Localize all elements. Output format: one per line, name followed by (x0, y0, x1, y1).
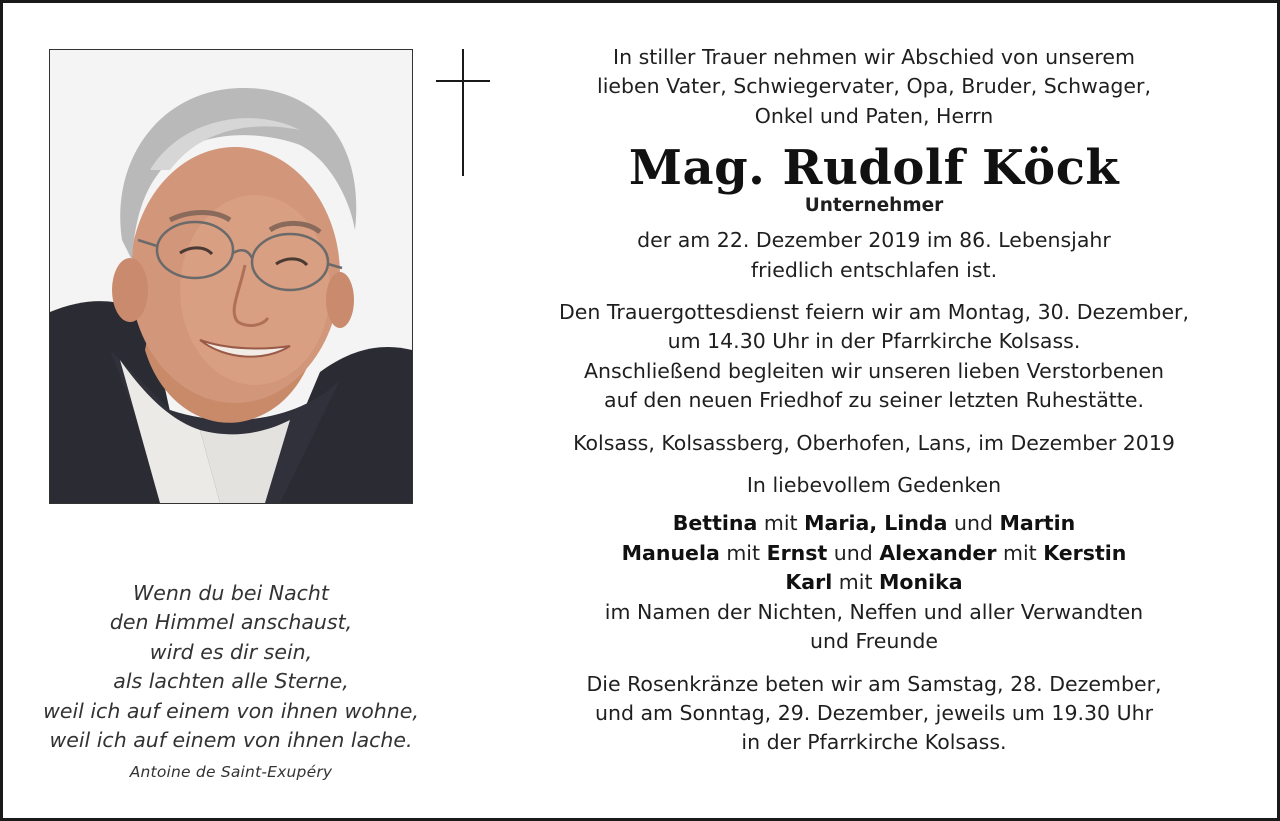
family-member: Alexander (879, 540, 997, 565)
relatives-line: und Freunde (809, 629, 938, 654)
intro-line: Onkel und Paten, Herrn (754, 103, 994, 128)
service-line: um 14.30 Uhr in der Pfarrkirche Kolsass. (667, 329, 1081, 354)
family-connector: mit (832, 570, 880, 595)
family-connector: mit (719, 540, 767, 565)
rosary-line: in der Pfarrkirche Kolsass. (741, 730, 1007, 755)
portrait-illustration (50, 50, 412, 503)
rosary-line: Die Rosenkränze beten wir am Samstag, 28. Dezember, (586, 671, 1162, 696)
deceased-occupation: Unternehmer (804, 195, 944, 217)
memorial-quote (23, 579, 439, 783)
family-line (513, 509, 1235, 538)
quote-line: den Himmel anschaust, (109, 610, 353, 635)
death-line: friedlich entschlafen ist. (750, 257, 998, 282)
death-line: der am 22. Dezember 2019 im 86. Lebensjahr (637, 228, 1111, 253)
quote-line: wird es dir sein, (149, 639, 313, 664)
family-line (513, 539, 1235, 568)
family-connector: mit (996, 540, 1044, 565)
memory-heading: In liebevollem Gedenken (746, 473, 1002, 498)
family-member: Manuela (621, 540, 720, 565)
family-connector: und (827, 540, 880, 565)
intro-line: In stiller Trauer nehmen wir Abschied von unserem (613, 45, 1135, 69)
family-member: Monika (879, 570, 963, 595)
family-member: Martin (999, 511, 1076, 536)
quote-line: als lachten alle Sterne, (113, 669, 349, 694)
family-member: Maria, Linda (804, 511, 948, 536)
family-connector: mit (757, 511, 805, 536)
family-line (513, 568, 1235, 597)
quote-author: Antoine de Saint-Exupéry (129, 763, 333, 782)
quote-line: weil ich auf einem von ihnen wohne, (43, 698, 419, 723)
quote-line: weil ich auf einem von ihnen lache. (49, 728, 413, 753)
family-connector: und (947, 511, 1000, 536)
deceased-name: Mag. Rudolf Köck (628, 140, 1120, 197)
rosary-line: und am Sonntag, 29. Dezember, jeweils um 19.30 Uhr (594, 700, 1154, 725)
quote-line: Wenn du bei Nacht (133, 581, 329, 605)
family-member: Karl (785, 570, 833, 595)
service-line: Anschließend begleiten wir unseren lieben Verstorbenen (583, 358, 1165, 383)
family-member: Kerstin (1043, 540, 1127, 565)
service-line: auf den neuen Friedhof zu seiner letzten Ruhestätte. (604, 388, 1144, 413)
relatives-line: im Namen der Nichten, Neffen und aller Verwandten (604, 599, 1144, 624)
cross-icon (436, 49, 492, 177)
family-member: Bettina (672, 511, 758, 536)
service-line: Den Trauergottesdienst feiern wir am Montag, 30. Dezember, (558, 300, 1189, 325)
family-member: Ernst (766, 540, 828, 565)
intro-line: lieben Vater, Schwiegervater, Opa, Bruder, Schwager, (597, 74, 1151, 99)
portrait-photo (49, 49, 413, 504)
obituary-text (513, 43, 1235, 758)
place-date: Kolsass, Kolsassberg, Oberhofen, Lans, im Dezember 2019 (573, 430, 1175, 455)
